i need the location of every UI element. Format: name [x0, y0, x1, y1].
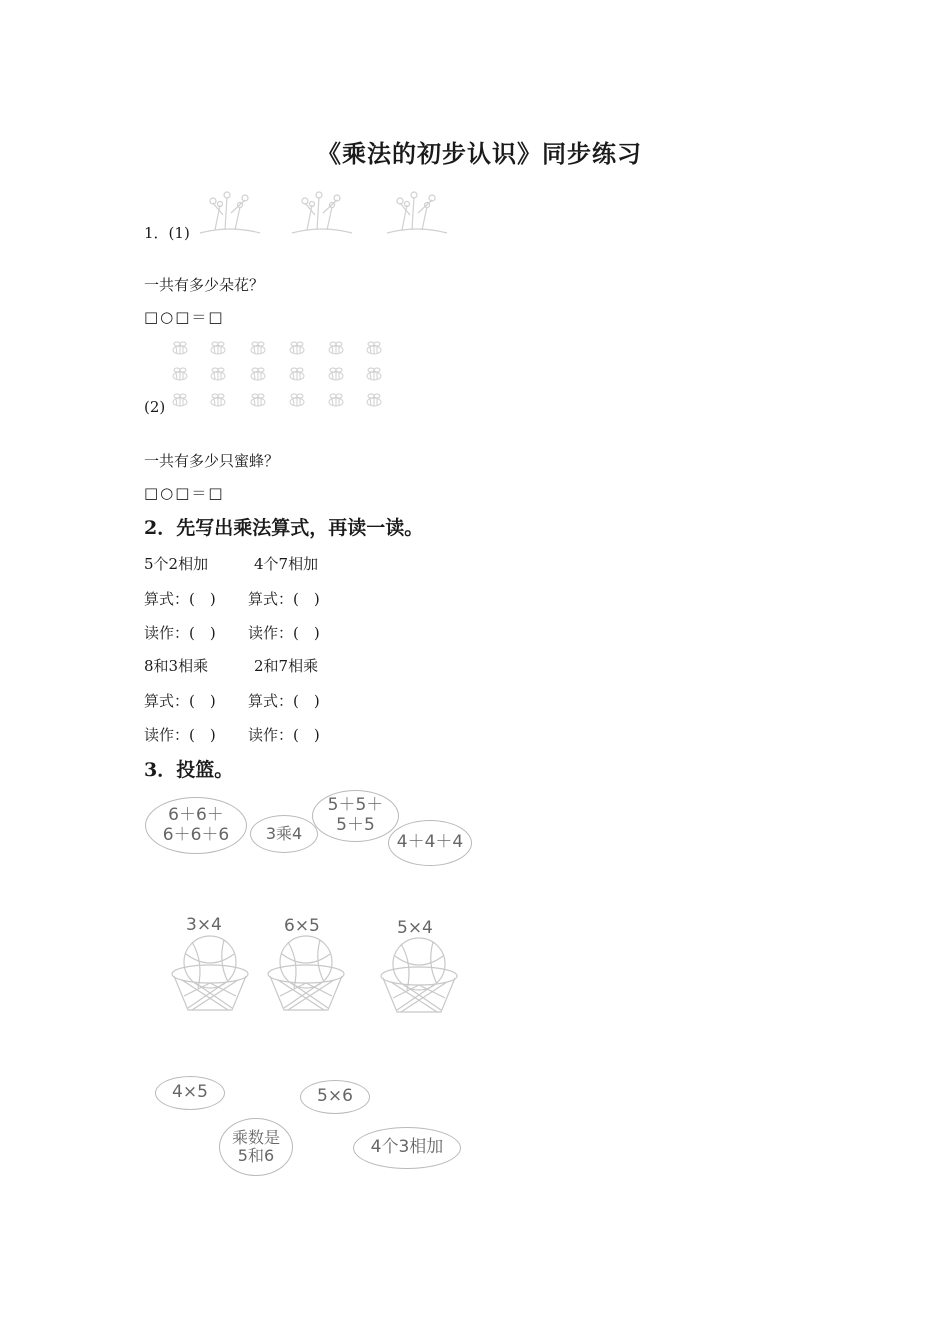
- basket-label: 3×4: [186, 915, 222, 935]
- bee-icon: [173, 394, 381, 406]
- basketball-hoop-icon[interactable]: [266, 932, 346, 1042]
- q1-part2-label: (2): [144, 398, 166, 416]
- ball-oval[interactable]: 4＋4＋4: [388, 820, 472, 866]
- q2-row2-left: 8和3相乘: [144, 657, 209, 675]
- q1-question1: 一共有多少朵花？: [144, 276, 265, 294]
- q1-question2: 一共有多少只蜜蜂？: [144, 452, 280, 470]
- q2-read-blank: 读作：( ): [248, 624, 320, 642]
- ball-oval[interactable]: 5×6: [300, 1080, 370, 1114]
- page-title: 《乘法的初步认识》同步练习: [317, 139, 642, 168]
- q1-equation2: □○□＝□: [144, 484, 225, 502]
- q2-formula-blank: 算式：( ): [144, 692, 216, 710]
- flower-clump-icon: [200, 192, 260, 233]
- q3-heading: 3．投篮。: [144, 759, 234, 781]
- ball-oval[interactable]: 4个3相加: [353, 1127, 461, 1169]
- q2-row1-right: 4个7相加: [254, 555, 319, 573]
- q2-row2-right: 2和7相乘: [254, 657, 319, 675]
- flower-clump-icon: [292, 192, 352, 233]
- ball-oval[interactable]: 乘数是 5和6: [219, 1118, 293, 1176]
- bee-icon: [173, 368, 381, 380]
- q1-part1-label: 1．(1): [144, 224, 190, 242]
- basket-label: 5×4: [397, 918, 433, 938]
- flower-clump-icon: [387, 192, 447, 233]
- q2-heading: 2．先写出乘法算式，再读一读。: [144, 517, 424, 539]
- q2-formula-blank: 算式：( ): [248, 692, 320, 710]
- q2-read-blank: 读作：( ): [144, 624, 216, 642]
- ball-oval[interactable]: 6＋6＋ 6＋6＋6: [145, 797, 247, 854]
- ball-oval[interactable]: 3乘4: [250, 815, 318, 853]
- q1-equation1: □○□＝□: [144, 308, 225, 326]
- ball-oval[interactable]: 5＋5＋ 5＋5: [312, 790, 399, 842]
- q2-read-blank: 读作：( ): [248, 726, 320, 744]
- bee-icon: [173, 342, 381, 354]
- basketball-hoop-icon[interactable]: [379, 934, 459, 1044]
- q2-read-blank: 读作：( ): [144, 726, 216, 744]
- flower-clumps-illustration: [195, 185, 455, 240]
- ball-oval[interactable]: 4×5: [155, 1076, 225, 1110]
- q2-row1-left: 5个2相加: [144, 555, 209, 573]
- bees-grid-illustration: [164, 338, 394, 414]
- basket-label: 6×5: [284, 916, 320, 936]
- basketball-hoop-icon[interactable]: [170, 932, 250, 1042]
- q2-formula-blank: 算式：( ): [248, 590, 320, 608]
- q2-formula-blank: 算式：( ): [144, 590, 216, 608]
